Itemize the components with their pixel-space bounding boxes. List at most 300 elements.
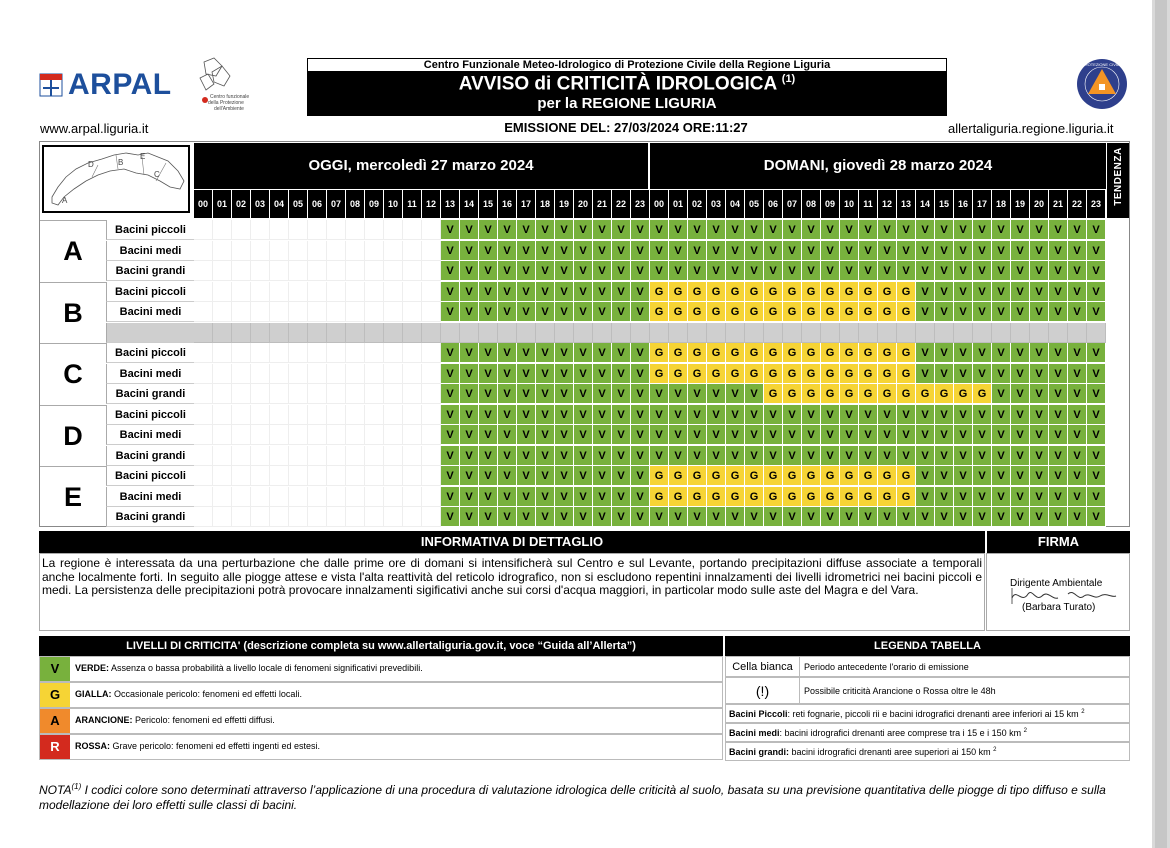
- basin-label: Bacini grandi: [106, 507, 194, 527]
- criticality-cell: [384, 302, 403, 322]
- svg-text:PROTEZIONE CIVILE: PROTEZIONE CIVILE: [1082, 62, 1122, 67]
- criticality-cell: V: [498, 405, 517, 425]
- legenda-header: LEGENDA TABELLA: [725, 636, 1130, 656]
- legenda-cella-bianca-desc: Periodo antecedente l'orario di emissione: [804, 662, 969, 672]
- criticality-cell: V: [517, 405, 536, 425]
- criticality-cell: [840, 323, 859, 343]
- criticality-cell: G: [878, 466, 897, 486]
- criticality-cell: [422, 384, 441, 404]
- criticality-cell: [612, 323, 631, 343]
- criticality-cell: [213, 507, 232, 527]
- website-left-link[interactable]: www.arpal.liguria.it: [40, 121, 149, 136]
- nota: [39, 779, 1130, 813]
- criticality-cell: V: [498, 261, 517, 281]
- criticality-cell: [422, 425, 441, 445]
- criticality-cell: [251, 507, 270, 527]
- criticality-cell: G: [897, 343, 916, 363]
- hour-cell: 04: [270, 190, 289, 218]
- criticality-cell: [384, 425, 403, 445]
- criticality-cell: G: [878, 343, 897, 363]
- legenda-sup: 2: [1081, 709, 1085, 715]
- legenda-bold: Bacini medi: [729, 728, 780, 738]
- criticality-cell: V: [1068, 425, 1087, 445]
- criticality-cell: [270, 261, 289, 281]
- criticality-cell: G: [859, 384, 878, 404]
- hour-cell: 05: [745, 190, 764, 218]
- criticality-cell: G: [650, 343, 669, 363]
- criticality-cell: V: [1049, 425, 1068, 445]
- criticality-cell: [916, 323, 935, 343]
- criticality-cell: G: [707, 487, 726, 507]
- criticality-cell: G: [802, 343, 821, 363]
- criticality-cell: V: [916, 220, 935, 240]
- criticality-cell: [213, 425, 232, 445]
- criticality-cell: V: [593, 220, 612, 240]
- criticality-cell: V: [441, 343, 460, 363]
- criticality-cell: [1011, 323, 1030, 343]
- criticality-cell: V: [783, 446, 802, 466]
- criticality-cell: [460, 323, 479, 343]
- criticality-cell: G: [897, 487, 916, 507]
- criticality-cell: V: [878, 220, 897, 240]
- basin-label: Bacini piccoli: [106, 405, 194, 425]
- website-right-link[interactable]: allertaliguria.regione.liguria.it: [948, 121, 1114, 136]
- legenda-piccoli-text: [729, 709, 1085, 719]
- criticality-cell: [251, 364, 270, 384]
- criticality-cell: V: [612, 261, 631, 281]
- criticality-cell: V: [1030, 425, 1049, 445]
- page-title: [308, 73, 946, 95]
- criticality-cell: V: [973, 261, 992, 281]
- criticality-cell: V: [593, 302, 612, 322]
- criticality-cell: V: [897, 241, 916, 261]
- criticality-cell: V: [954, 220, 973, 240]
- criticality-cell: V: [916, 302, 935, 322]
- criticality-cell: [251, 446, 270, 466]
- criticality-cell: V: [1011, 343, 1030, 363]
- hour-cell: 04: [726, 190, 745, 218]
- hour-cell: 10: [384, 190, 403, 218]
- criticality-cell: V: [992, 220, 1011, 240]
- title-top: Centro Funzionale Meteo-Idrologico di Protezione Civile della Regione Liguria: [308, 59, 946, 71]
- hour-cell: 11: [859, 190, 878, 218]
- criticality-cell: V: [536, 364, 555, 384]
- hour-cell: 17: [517, 190, 536, 218]
- criticality-cell: [422, 261, 441, 281]
- hour-cell: 20: [574, 190, 593, 218]
- hour-cell: 15: [935, 190, 954, 218]
- criticality-cell: G: [840, 384, 859, 404]
- criticality-cell: V: [1049, 384, 1068, 404]
- criticality-cell: V: [574, 446, 593, 466]
- criticality-cell: V: [460, 364, 479, 384]
- criticality-cell: V: [1087, 364, 1106, 384]
- criticality-cell: [346, 466, 365, 486]
- basin-label: Bacini medi: [106, 241, 194, 261]
- hour-cell: 20: [1030, 190, 1049, 218]
- criticality-cell: G: [745, 487, 764, 507]
- criticality-cell: V: [973, 220, 992, 240]
- criticality-cell: G: [726, 343, 745, 363]
- criticality-cell: G: [897, 466, 916, 486]
- criticality-cell: V: [574, 425, 593, 445]
- criticality-cell: [327, 302, 346, 322]
- criticality-cell: V: [593, 425, 612, 445]
- criticality-cell: [308, 466, 327, 486]
- criticality-cell: V: [479, 302, 498, 322]
- criticality-cell: V: [479, 446, 498, 466]
- criticality-cell: [802, 323, 821, 343]
- informativa-text: La regione è interessata da una perturbazione che dalle prime ore di domani si intensificherà sul Centro e sul Levante, portando precipitazioni diffuse associate a temporali anche localmente forti. In seguito alle piogge attese e vista l'alta reattività del reticolo idrografico, non si escludono repentini innalzamenti dei livelli idrometrici nei bacini piccoli e medi. La persistenza delle precipitazioni potrà provocare innalzamenti sigificativi anche sui corsi d'acqua maggiori, in particolar modo sulle aste del Magra e del Vara.: [42, 556, 982, 597]
- criticality-cell: [194, 343, 213, 363]
- basin-label: Bacini medi: [106, 364, 194, 384]
- criticality-cell: [1087, 323, 1106, 343]
- criticality-cell: V: [1011, 425, 1030, 445]
- livello-text: [75, 663, 423, 673]
- criticality-cell: V: [517, 220, 536, 240]
- criticality-cell: V: [517, 261, 536, 281]
- criticality-cell: G: [669, 282, 688, 302]
- criticality-cell: [289, 261, 308, 281]
- hour-cell: 06: [308, 190, 327, 218]
- criticality-cell: V: [1087, 282, 1106, 302]
- liguria-map-icon: [44, 147, 188, 211]
- criticality-cell: [574, 323, 593, 343]
- criticality-cell: [270, 507, 289, 527]
- criticality-cell: G: [764, 343, 783, 363]
- criticality-cell: [232, 364, 251, 384]
- criticality-cell: V: [745, 507, 764, 527]
- criticality-cell: V: [517, 487, 536, 507]
- criticality-cell: V: [631, 364, 650, 384]
- criticality-cell: V: [479, 261, 498, 281]
- criticality-cell: G: [821, 343, 840, 363]
- page-title-text: AVVISO di CRITICITÀ IDROLOGICA: [458, 73, 777, 95]
- criticality-cell: V: [1011, 405, 1030, 425]
- criticality-cell: [308, 405, 327, 425]
- criticality-cell: [194, 384, 213, 404]
- criticality-cell: V: [498, 282, 517, 302]
- criticality-cell: V: [650, 261, 669, 281]
- criticality-cell: [384, 282, 403, 302]
- criticality-cell: V: [973, 507, 992, 527]
- criticality-cell: V: [650, 446, 669, 466]
- criticality-cell: V: [935, 487, 954, 507]
- criticality-cell: V: [992, 487, 1011, 507]
- criticality-cell: [251, 384, 270, 404]
- criticality-cell: [194, 261, 213, 281]
- criticality-cell: V: [1030, 220, 1049, 240]
- criticality-cell: [422, 507, 441, 527]
- criticality-cell: V: [555, 405, 574, 425]
- hour-cell: 06: [764, 190, 783, 218]
- criticality-cell: [403, 405, 422, 425]
- criticality-cell: V: [536, 446, 555, 466]
- criticality-cell: G: [878, 364, 897, 384]
- criticality-cell: V: [555, 384, 574, 404]
- criticality-cell: [346, 302, 365, 322]
- criticality-cell: [289, 364, 308, 384]
- criticality-cell: V: [574, 487, 593, 507]
- criticality-cell: V: [441, 241, 460, 261]
- criticality-cell: [232, 323, 251, 343]
- criticality-cell: V: [688, 405, 707, 425]
- criticality-cell: V: [935, 405, 954, 425]
- hour-cell: 13: [897, 190, 916, 218]
- criticality-cell: [384, 405, 403, 425]
- criticality-cell: [194, 466, 213, 486]
- criticality-cell: V: [498, 220, 517, 240]
- criticality-cell: V: [745, 241, 764, 261]
- criticality-cell: V: [536, 425, 555, 445]
- criticality-cell: V: [1068, 466, 1087, 486]
- criticality-cell: V: [859, 405, 878, 425]
- criticality-cell: V: [460, 302, 479, 322]
- hour-cell: 09: [365, 190, 384, 218]
- legenda-excl: [725, 677, 1130, 704]
- criticality-cell: [232, 282, 251, 302]
- criticality-cell: G: [840, 487, 859, 507]
- criticality-cell: G: [688, 466, 707, 486]
- hour-cell: 22: [1068, 190, 1087, 218]
- criticality-cell: [403, 302, 422, 322]
- criticality-cell: V: [555, 220, 574, 240]
- criticality-cell: V: [726, 446, 745, 466]
- criticality-cell: [403, 323, 422, 343]
- criticality-cell: V: [688, 241, 707, 261]
- criticality-cell: V: [897, 261, 916, 281]
- criticality-cell: V: [688, 425, 707, 445]
- criticality-cell: [403, 220, 422, 240]
- legenda-cella-bianca-label: Cella bianca: [726, 657, 800, 676]
- criticality-cell: V: [802, 405, 821, 425]
- criticality-cell: [726, 323, 745, 343]
- criticality-cell: V: [973, 405, 992, 425]
- criticality-cell: V: [840, 220, 859, 240]
- criticality-cell: V: [973, 466, 992, 486]
- criticality-cell: V: [1087, 384, 1106, 404]
- criticality-cell: [327, 384, 346, 404]
- hour-cell: 16: [498, 190, 517, 218]
- criticality-cell: V: [935, 446, 954, 466]
- criticality-cell: [289, 425, 308, 445]
- hour-cell: 19: [555, 190, 574, 218]
- criticality-cell: V: [973, 364, 992, 384]
- criticality-cell: [327, 220, 346, 240]
- criticality-cell: V: [555, 507, 574, 527]
- criticality-cell: V: [916, 507, 935, 527]
- criticality-cell: [346, 384, 365, 404]
- criticality-cell: V: [935, 466, 954, 486]
- criticality-cell: V: [802, 220, 821, 240]
- criticality-cell: [422, 220, 441, 240]
- basin-label: Bacini medi: [106, 425, 194, 445]
- criticality-cell: V: [650, 220, 669, 240]
- criticality-cell: G: [840, 343, 859, 363]
- criticality-cell: G: [707, 302, 726, 322]
- criticality-cell: V: [536, 466, 555, 486]
- criticality-cell: V: [441, 425, 460, 445]
- criticality-cell: [365, 384, 384, 404]
- criticality-cell: V: [1068, 446, 1087, 466]
- criticality-cell: [308, 220, 327, 240]
- criticality-cell: G: [802, 466, 821, 486]
- criticality-cell: V: [688, 384, 707, 404]
- criticality-cell: [194, 364, 213, 384]
- criticality-cell: [270, 384, 289, 404]
- criticality-cell: V: [479, 343, 498, 363]
- criticality-cell: V: [1049, 302, 1068, 322]
- criticality-cell: V: [574, 405, 593, 425]
- criticality-cell: [194, 446, 213, 466]
- criticality-cell: V: [783, 405, 802, 425]
- svg-text:dell'Ambiente: dell'Ambiente: [214, 106, 244, 112]
- criticality-cell: [384, 343, 403, 363]
- criticality-cell: V: [783, 261, 802, 281]
- criticality-cell: V: [536, 343, 555, 363]
- criticality-cell: [194, 241, 213, 261]
- criticality-cell: [327, 323, 346, 343]
- criticality-cell: V: [441, 507, 460, 527]
- scrollbar-thumb[interactable]: [1155, 0, 1167, 848]
- criticality-cell: [327, 241, 346, 261]
- criticality-cell: [422, 343, 441, 363]
- criticality-cell: V: [764, 425, 783, 445]
- criticality-cell: V: [650, 241, 669, 261]
- criticality-cell: V: [802, 261, 821, 281]
- criticality-cell: G: [669, 364, 688, 384]
- criticality-cell: [327, 343, 346, 363]
- hour-cell: 02: [232, 190, 251, 218]
- criticality-cell: V: [669, 261, 688, 281]
- criticality-cell: V: [555, 425, 574, 445]
- criticality-cell: V: [631, 220, 650, 240]
- criticality-cell: G: [745, 466, 764, 486]
- tendenza-header: [1107, 143, 1129, 218]
- hour-cell: 12: [422, 190, 441, 218]
- criticality-cell: G: [650, 282, 669, 302]
- criticality-cell: V: [1087, 487, 1106, 507]
- criticality-cell: V: [593, 466, 612, 486]
- criticality-cell: G: [783, 302, 802, 322]
- criticality-cell: [289, 241, 308, 261]
- criticality-cell: V: [1049, 405, 1068, 425]
- hour-cell: 08: [346, 190, 365, 218]
- criticality-cell: [251, 323, 270, 343]
- criticality-cell: [251, 405, 270, 425]
- criticality-cell: V: [897, 220, 916, 240]
- criticality-cell: V: [1068, 405, 1087, 425]
- criticality-cell: V: [574, 343, 593, 363]
- criticality-cell: [251, 343, 270, 363]
- criticality-cell: [327, 261, 346, 281]
- criticality-cell: V: [479, 405, 498, 425]
- criticality-cell: [346, 343, 365, 363]
- nota-text: I codici colore sono determinati attraverso l’applicazione di una procedura di valutazione idrologica delle criticità al suolo, basata su una previsione quantitativa delle piogge di tipo diffuso e sulla modellazione dei loro effetti sulle classi di bacini.: [39, 783, 1106, 812]
- criticality-cell: [365, 364, 384, 384]
- criticality-cell: V: [1087, 220, 1106, 240]
- criticality-cell: G: [954, 384, 973, 404]
- criticality-cell: G: [745, 302, 764, 322]
- criticality-cell: [403, 384, 422, 404]
- criticality-cell: V: [631, 261, 650, 281]
- legenda-sup: 2: [993, 747, 997, 753]
- criticality-cell: V: [536, 302, 555, 322]
- criticality-cell: V: [783, 425, 802, 445]
- criticality-cell: V: [916, 425, 935, 445]
- criticality-cell: [270, 364, 289, 384]
- criticality-cell: V: [612, 384, 631, 404]
- criticality-cell: V: [954, 343, 973, 363]
- criticality-cell: V: [1011, 261, 1030, 281]
- basin-label: Bacini medi: [106, 487, 194, 507]
- criticality-cell: V: [745, 384, 764, 404]
- criticality-cell: V: [612, 343, 631, 363]
- criticality-cell: V: [441, 487, 460, 507]
- criticality-cell: V: [992, 384, 1011, 404]
- hour-cell: 00: [650, 190, 669, 218]
- criticality-cell: V: [574, 282, 593, 302]
- svg-text:Centro funzionale: Centro funzionale: [210, 94, 250, 100]
- zone-letter: E: [40, 466, 106, 528]
- criticality-cell: V: [935, 507, 954, 527]
- criticality-cell: V: [612, 302, 631, 322]
- criticality-cell: [365, 282, 384, 302]
- criticality-cell: [270, 241, 289, 261]
- criticality-cell: V: [1049, 241, 1068, 261]
- criticality-cell: V: [745, 261, 764, 281]
- criticality-cell: G: [821, 487, 840, 507]
- criticality-cell: V: [859, 507, 878, 527]
- livello-badge-arancione: A: [40, 709, 70, 733]
- criticality-cell: V: [631, 343, 650, 363]
- criticality-cell: [365, 302, 384, 322]
- criticality-cell: G: [878, 302, 897, 322]
- criticality-cell: [213, 364, 232, 384]
- criticality-cell: [194, 487, 213, 507]
- criticality-cell: [346, 323, 365, 343]
- criticality-cell: G: [821, 282, 840, 302]
- livelli-header: LIVELLI DI CRITICITA' (descrizione completa su www.allertaliguria.gov.it, voce “Guida all’Allerta”): [39, 636, 723, 656]
- criticality-cell: V: [954, 364, 973, 384]
- basin-label: [106, 323, 194, 343]
- map-zone-a: A: [62, 196, 68, 205]
- criticality-cell: V: [479, 241, 498, 261]
- criticality-cell: V: [878, 425, 897, 445]
- criticality-cell: V: [669, 384, 688, 404]
- criticality-cell: [270, 220, 289, 240]
- criticality-cell: [251, 220, 270, 240]
- criticality-cell: [631, 323, 650, 343]
- criticality-cell: G: [764, 364, 783, 384]
- criticality-cell: G: [897, 282, 916, 302]
- criticality-cell: [327, 507, 346, 527]
- criticality-cell: V: [707, 220, 726, 240]
- criticality-cell: V: [1030, 343, 1049, 363]
- criticality-cell: V: [536, 384, 555, 404]
- criticality-cell: G: [802, 364, 821, 384]
- criticality-cell: [251, 241, 270, 261]
- criticality-cell: V: [1049, 343, 1068, 363]
- criticality-cell: V: [1030, 405, 1049, 425]
- criticality-cell: G: [783, 343, 802, 363]
- criticality-cell: [289, 302, 308, 322]
- criticality-cell: [289, 220, 308, 240]
- criticality-cell: V: [764, 507, 783, 527]
- criticality-cell: V: [726, 405, 745, 425]
- criticality-cell: V: [536, 487, 555, 507]
- criticality-cell: [327, 487, 346, 507]
